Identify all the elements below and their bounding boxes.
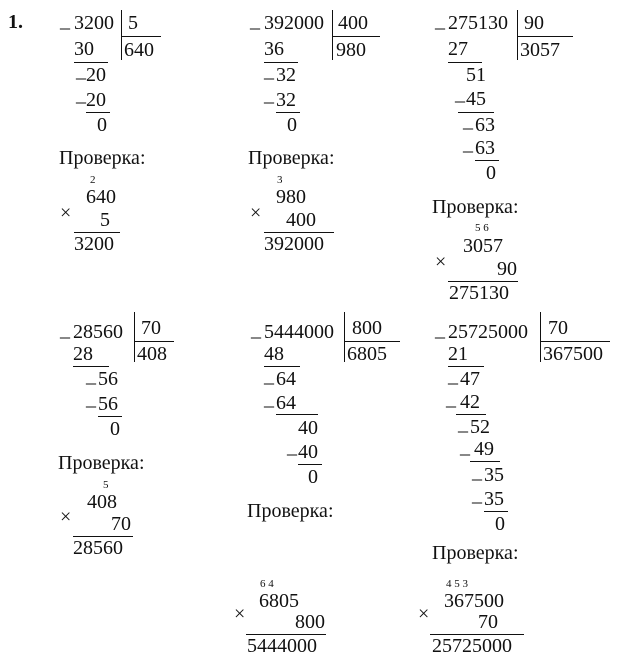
minus-sign: _ bbox=[76, 84, 86, 106]
minus-sign: _ bbox=[446, 388, 456, 410]
step-subtrahend: 35 bbox=[484, 488, 504, 510]
final-remainder: 0 bbox=[110, 418, 120, 440]
multiplier: 90 bbox=[497, 258, 517, 280]
multiplicand: 6805 bbox=[259, 590, 299, 612]
minus-sign: _ bbox=[264, 388, 274, 410]
step-subtrahend: 30 bbox=[74, 38, 94, 60]
step-remainder: 32 bbox=[276, 64, 296, 86]
minus-sign: _ bbox=[60, 319, 70, 341]
minus-sign: _ bbox=[251, 319, 261, 341]
product: 5444000 bbox=[247, 635, 317, 657]
step-remainder: 52 bbox=[470, 416, 490, 438]
quotient-line bbox=[121, 36, 161, 37]
times-sign: × bbox=[234, 603, 246, 625]
dividend: 28560 bbox=[73, 321, 123, 343]
minus-sign: _ bbox=[472, 461, 482, 483]
step-subtrahend: 28 bbox=[73, 343, 93, 365]
quotient-line bbox=[134, 341, 174, 342]
minus-sign: _ bbox=[458, 413, 468, 435]
divisor: 400 bbox=[338, 12, 368, 34]
times-sign: × bbox=[60, 506, 72, 528]
quotient: 3057 bbox=[520, 39, 560, 61]
step-line bbox=[298, 464, 322, 465]
minus-sign: _ bbox=[460, 436, 470, 458]
multiplier: 5 bbox=[100, 209, 110, 231]
quotient-line bbox=[332, 36, 380, 37]
step-remainder: 56 bbox=[98, 368, 118, 390]
minus-sign: _ bbox=[435, 319, 445, 341]
minus-sign: _ bbox=[435, 10, 445, 32]
dividend: 275130 bbox=[448, 12, 508, 34]
carry-digits: 2 bbox=[90, 174, 96, 186]
minus-sign: _ bbox=[60, 10, 70, 32]
final-remainder: 0 bbox=[308, 466, 318, 488]
step-subtrahend: 49 bbox=[474, 438, 494, 460]
multiplier: 800 bbox=[295, 611, 325, 633]
step-remainder: 64 bbox=[276, 368, 296, 390]
step-line bbox=[98, 416, 122, 417]
minus-sign: _ bbox=[455, 83, 465, 105]
check-label: Проверка: bbox=[248, 147, 335, 169]
step-subtrahend: 32 bbox=[276, 89, 296, 111]
step-line bbox=[484, 511, 508, 512]
step-subtrahend: 56 bbox=[98, 393, 118, 415]
divisor: 800 bbox=[352, 317, 382, 339]
minus-sign: _ bbox=[472, 484, 482, 506]
division-bar bbox=[134, 312, 135, 362]
step-remainder: 35 bbox=[484, 464, 504, 486]
step-line bbox=[276, 414, 318, 415]
quotient: 980 bbox=[336, 39, 366, 61]
product: 25725000 bbox=[432, 635, 512, 657]
quotient: 367500 bbox=[543, 343, 603, 365]
minus-sign: _ bbox=[448, 365, 458, 387]
times-sign: × bbox=[435, 251, 447, 273]
check-label: Проверка: bbox=[58, 452, 145, 474]
step-line bbox=[86, 112, 110, 113]
multiplicand: 408 bbox=[87, 491, 117, 513]
product: 28560 bbox=[73, 537, 123, 559]
step-remainder: 40 bbox=[298, 417, 318, 439]
dividend: 5444000 bbox=[264, 321, 334, 343]
step-remainder: 51 bbox=[466, 64, 486, 86]
product: 392000 bbox=[264, 233, 324, 255]
final-remainder: 0 bbox=[97, 114, 107, 136]
minus-sign: _ bbox=[463, 133, 473, 155]
multiplicand: 640 bbox=[86, 186, 116, 208]
multiplicand: 980 bbox=[276, 186, 306, 208]
minus-sign: _ bbox=[287, 436, 297, 458]
step-subtrahend: 40 bbox=[298, 441, 318, 463]
multiplicand: 367500 bbox=[444, 590, 504, 612]
product: 275130 bbox=[449, 282, 509, 304]
times-sign: × bbox=[250, 202, 262, 224]
check-label: Проверка: bbox=[59, 147, 146, 169]
divisor: 70 bbox=[548, 317, 568, 339]
minus-sign: _ bbox=[264, 365, 274, 387]
step-remainder: 63 bbox=[475, 114, 495, 136]
step-subtrahend: 64 bbox=[276, 392, 296, 414]
step-subtrahend: 21 bbox=[448, 343, 468, 365]
division-bar bbox=[344, 312, 345, 362]
step-line bbox=[276, 112, 300, 113]
product: 3200 bbox=[74, 233, 114, 255]
division-bar bbox=[540, 312, 541, 362]
dividend: 392000 bbox=[264, 12, 324, 34]
step-subtrahend: 20 bbox=[86, 89, 106, 111]
quotient-line bbox=[344, 341, 400, 342]
dividend: 25725000 bbox=[448, 321, 528, 343]
quotient: 408 bbox=[137, 343, 167, 365]
check-label: Проверка: bbox=[432, 542, 519, 564]
step-line bbox=[448, 62, 482, 63]
minus-sign: _ bbox=[86, 388, 96, 410]
minus-sign: _ bbox=[264, 60, 274, 82]
quotient-line bbox=[540, 341, 610, 342]
step-subtrahend: 48 bbox=[264, 343, 284, 365]
multiplier: 70 bbox=[478, 611, 498, 633]
quotient: 6805 bbox=[347, 343, 387, 365]
divisor: 70 bbox=[141, 317, 161, 339]
multiplier: 70 bbox=[111, 513, 131, 535]
division-bar bbox=[121, 10, 122, 60]
minus-sign: _ bbox=[86, 365, 96, 387]
quotient-line bbox=[517, 36, 573, 37]
carry-digits: 5 bbox=[103, 479, 109, 491]
step-subtrahend: 27 bbox=[448, 38, 468, 60]
check-label: Проверка: bbox=[432, 196, 519, 218]
step-subtrahend: 45 bbox=[466, 88, 486, 110]
carry-digits: 6 4 bbox=[260, 578, 274, 590]
times-sign: × bbox=[60, 202, 72, 224]
carry-digits: 5 6 bbox=[475, 222, 489, 234]
final-remainder: 0 bbox=[486, 162, 496, 184]
final-remainder: 0 bbox=[287, 114, 297, 136]
minus-sign: _ bbox=[463, 110, 473, 132]
minus-sign: _ bbox=[250, 10, 260, 32]
division-bar bbox=[332, 10, 333, 60]
division-bar bbox=[517, 10, 518, 60]
check-label: Проверка: bbox=[247, 500, 334, 522]
step-remainder: 47 bbox=[460, 368, 480, 390]
multiplier: 400 bbox=[286, 209, 316, 231]
step-subtrahend: 42 bbox=[460, 391, 480, 413]
minus-sign: _ bbox=[76, 60, 86, 82]
step-subtrahend: 63 bbox=[475, 137, 495, 159]
step-subtrahend: 36 bbox=[264, 38, 284, 60]
dividend: 3200 bbox=[74, 12, 114, 34]
step-remainder: 20 bbox=[86, 64, 106, 86]
carry-digits: 3 bbox=[277, 174, 283, 186]
final-remainder: 0 bbox=[495, 513, 505, 535]
times-sign: × bbox=[418, 603, 430, 625]
minus-sign: _ bbox=[264, 84, 274, 106]
carry-digits: 4 5 3 bbox=[446, 578, 468, 590]
multiplicand: 3057 bbox=[463, 235, 503, 257]
step-line bbox=[475, 160, 499, 161]
quotient: 640 bbox=[124, 39, 154, 61]
divisor: 90 bbox=[524, 12, 544, 34]
divisor: 5 bbox=[128, 12, 138, 34]
problem-number: 1. bbox=[8, 11, 23, 33]
